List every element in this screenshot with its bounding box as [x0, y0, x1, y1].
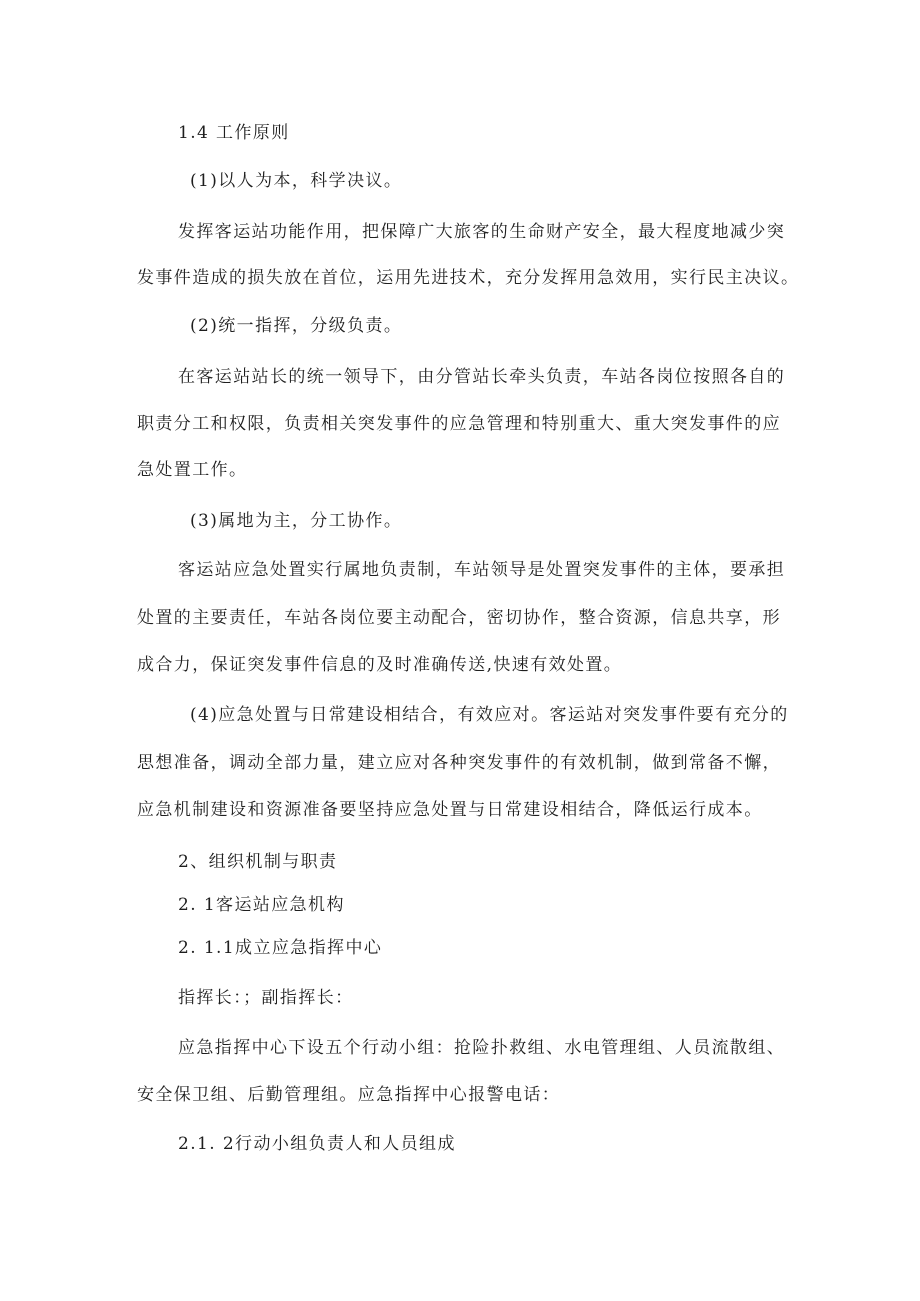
commander-line: 指挥长：；副指挥长： [178, 988, 354, 1008]
section-heading-1-4: 1.4 工作原则 [178, 123, 290, 143]
principle-2-body-line: 在客运站站长的统一领导下，由分管站长牵头负责，车站各岗位按照各自的 [178, 367, 786, 387]
command-center-body-line: 安全保卫组、后勤管理组。应急指挥中心报警电话： [137, 1085, 561, 1105]
principle-3-body-line: 成合力，保证突发事件信息的及时准确传送,快速有效处置。 [137, 655, 623, 675]
principle-2-body-line: 职责分工和权限，负责相关突发事件的应急管理和特别重大、重大突发事件的应 [137, 414, 781, 434]
principle-3-body-line: 处置的主要责任，车站各岗位要主动配合，密切协作，整合资源，信息共享，形 [137, 608, 781, 628]
principle-4-line: 应急机制建设和资源准备要坚持应急处置与日常建设相结合，降低运行成本。 [137, 800, 763, 820]
subsection-heading-2-1: 2. 1客运站应急机构 [178, 895, 345, 915]
command-center-body-line: 应急指挥中心下设五个行动小组：抢险扑救组、水电管理组、人员流散组、 [178, 1038, 786, 1058]
section-heading-2: 2、组织机制与职责 [178, 852, 338, 872]
principle-3-body-line: 客运站应急处置实行属地负责制，车站领导是处置突发事件的主体，要承担 [178, 560, 786, 580]
principle-2-body-line: 急处置工作。 [137, 460, 248, 480]
principle-1-body-line: 发挥客运站功能作用，把保障广大旅客的生命财产安全，最大程度地减少突 [178, 222, 786, 242]
subsection-heading-2-1-1: 2. 1.1成立应急指挥中心 [178, 938, 383, 958]
principle-4-line: 思想准备，调动全部力量，建立应对各种突发事件的有效机制，做到常备不懈， [137, 753, 781, 773]
principle-4-line: (4)应急处置与日常建设相结合，有效应对。客运站对突发事件要有充分的 [190, 705, 789, 725]
principle-1-title: (1)以人为本，科学决议。 [190, 171, 403, 191]
principle-3-title: (3)属地为主，分工协作。 [190, 511, 403, 531]
principle-2-title: (2)统一指挥，分级负责。 [190, 316, 403, 336]
subsection-heading-2-1-2: 2.1. 2行动小组负责人和人员组成 [178, 1134, 456, 1154]
principle-1-body-line: 发事件造成的损失放在首位，运用先进技术，充分发挥用急效用，实行民主决议。 [137, 268, 800, 288]
